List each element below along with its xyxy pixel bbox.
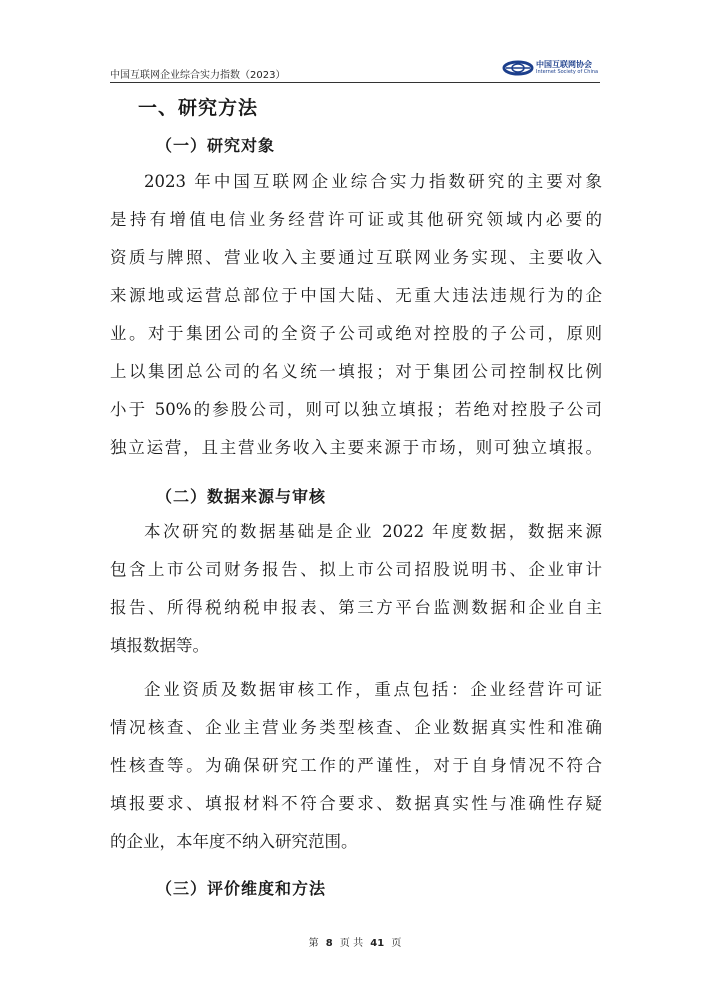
header-divider xyxy=(110,82,600,83)
paragraph-line: 小于 50%的参股公司，则可以独立填报；若绝对控股子公司 xyxy=(110,400,602,419)
subsection-title-3: （三）评价维度和方法 xyxy=(156,879,327,898)
logo-en-text: Internet Society of China xyxy=(536,69,599,75)
paragraph-line: 情况核查、企业主营业务类型核查、企业数据真实性和准确 xyxy=(110,718,602,737)
footer-total-pages: 41 xyxy=(370,938,385,949)
paragraph-line: 包含上市公司财务报告、拟上市公司招股说明书、企业审计 xyxy=(110,560,602,579)
paragraph-line: 报告、所得税纳税申报表、第三方平台监测数据和企业自主 xyxy=(110,598,602,617)
logo-cn-text: 中国互联网协会 xyxy=(536,60,592,69)
footer-prefix: 第 xyxy=(308,938,319,949)
paragraph-line: 2023 年中国互联网企业综合实力指数研究的主要对象 xyxy=(144,172,602,191)
paragraph-line: 的企业，本年度不纳入研究范围。 xyxy=(110,832,358,851)
paragraph-line: 填报数据等。 xyxy=(110,636,209,655)
subsection-title-2: （二）数据来源与审核 xyxy=(156,487,327,506)
footer-middle: 页 共 xyxy=(339,938,364,949)
paragraph-line: 业。对于集团公司的全资子公司或绝对控股的子公司，原则 xyxy=(110,324,602,343)
paragraph-line: 是持有增值电信业务经营许可证或其他研究领域内必要的 xyxy=(110,210,602,229)
paragraph-line: 本次研究的数据基础是企业 2022 年度数据，数据来源 xyxy=(144,522,602,541)
paragraph-line: 独立运营，且主营业务收入主要来源于市场，则可独立填报。 xyxy=(110,438,602,457)
page-header xyxy=(110,56,600,82)
page-footer xyxy=(0,934,710,949)
paragraph-line: 上以集团总公司的名义统一填报；对于集团公司控制权比例 xyxy=(110,362,602,381)
paragraph-line: 填报要求、填报材料不符合要求、数据真实性与准确性存疑 xyxy=(110,794,602,813)
paragraph-line: 企业资质及数据审核工作，重点包括：企业经营许可证 xyxy=(144,680,602,699)
paragraph-line: 资质与牌照、营业收入主要通过互联网业务实现、主要收入 xyxy=(110,248,602,267)
footer-suffix: 页 xyxy=(391,938,402,949)
subsection-title-1: （一）研究对象 xyxy=(156,136,276,155)
paragraph-line: 来源地或运营总部位于中国大陆、无重大违法违规行为的企 xyxy=(110,286,602,305)
isc-logo-icon xyxy=(502,58,534,78)
header-title: 中国互联网企业综合实力指数（2023） xyxy=(110,70,286,81)
paragraph-line: 性核查等。为确保研究工作的严谨性，对于自身情况不符合 xyxy=(110,756,602,775)
footer-page-number: 8 xyxy=(325,938,333,949)
section-title: 一、研究方法 xyxy=(138,97,259,119)
isc-logo xyxy=(502,58,600,78)
